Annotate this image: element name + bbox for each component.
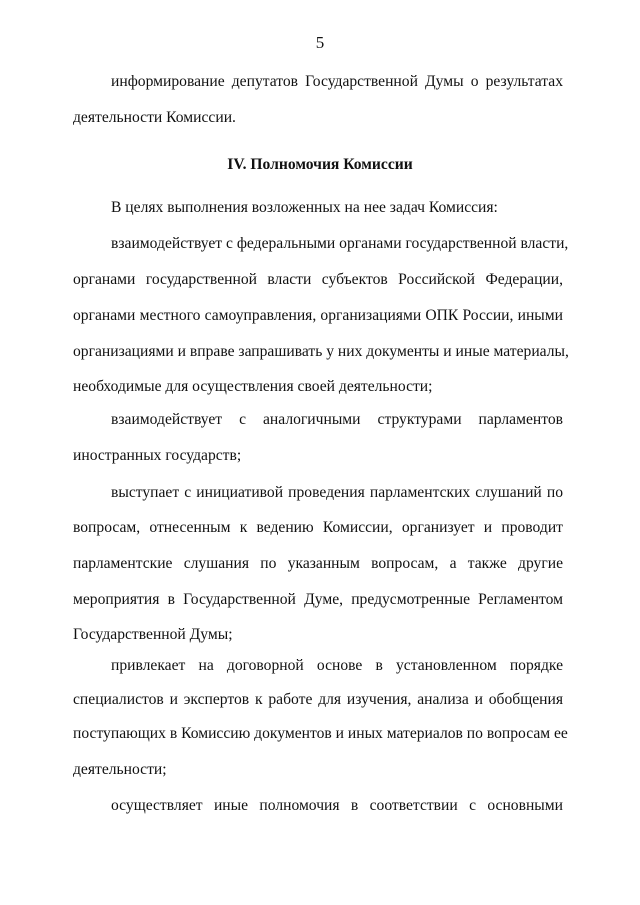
text-line: органами местного самоуправления, организациями ОПК России, иными — [73, 307, 563, 324]
text-line: органами государственной власти субъектов Российской Федерации, — [73, 271, 563, 288]
text-line: осуществляет иные полномочия в соответствии с основными — [111, 797, 563, 814]
text-line: привлекает на договорной основе в установленном порядке — [111, 657, 563, 674]
text-line: В целях выполнения возложенных на нее задач Комиссия: — [111, 199, 498, 216]
text-line: информирование депутатов Государственной Думы о результатах — [111, 73, 563, 90]
text-line: организациями и вправе запрашивать у них документы и иные материалы, — [73, 343, 569, 360]
text-line: деятельности; — [73, 761, 167, 778]
text-line: деятельности Комиссии. — [73, 109, 236, 126]
text-line: взаимодействует с федеральными органами государственной власти, — [111, 235, 569, 252]
text-line: парламентские слушания по указанным вопросам, а также другие — [73, 555, 563, 572]
text-line: Государственной Думы; — [73, 626, 233, 643]
text-line: поступающих в Комиссию документов и иных материалов по вопросам ее — [73, 725, 568, 742]
text-line: взаимодействует с аналогичными структурами парламентов — [111, 411, 563, 428]
page-number: 5 — [315, 33, 325, 52]
section-heading: IV. Полномочия Комиссии — [227, 156, 413, 173]
text-line: необходимые для осуществления своей деятельности; — [73, 378, 433, 395]
text-line: вопросам, отнесенным к ведению Комиссии, организует и проводит — [73, 519, 563, 536]
text-line: специалистов и экспертов к работе для изучения, анализа и обобщения — [73, 691, 563, 708]
text-line: иностранных государств; — [73, 447, 242, 464]
text-line: мероприятия в Государственной Думе, предусмотренные Регламентом — [73, 591, 563, 608]
text-line: выступает с инициативой проведения парламентских слушаний по — [111, 484, 563, 501]
